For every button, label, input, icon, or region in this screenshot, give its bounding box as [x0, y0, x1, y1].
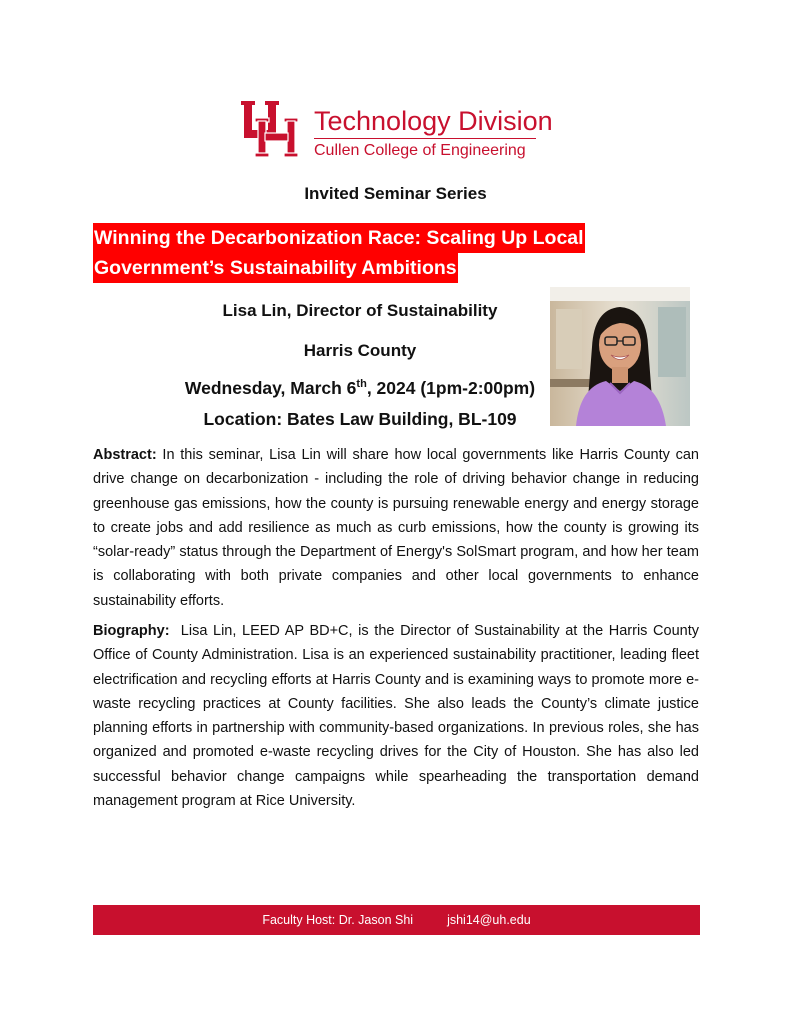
abstract-paragraph	[93, 443, 699, 613]
event-date-suffix: , 2024 (1pm-2:00pm)	[366, 378, 536, 398]
division-name: Technology Division	[314, 106, 553, 136]
uh-logo-mark	[240, 100, 300, 158]
faculty-host: Faculty Host: Dr. Jason Shi	[262, 913, 414, 927]
host-email: jshi14@uh.edu	[447, 913, 531, 927]
biography-label: Biography:	[93, 623, 170, 639]
event-location: Location: Bates Law Building, BL-109	[203, 409, 517, 429]
speaker-photo	[550, 287, 690, 426]
seminar-title	[93, 223, 653, 283]
uh-logo	[240, 100, 553, 160]
biography-text: Lisa Lin, LEED AP BD+C, is the Director of Sustainability at the Harris County Office of County Administration. Lisa is an experienced sustainability practitioner, leading fleet electrification and recycling efforts at Harris County and is examining ways to promote more e-waste recycling practices at County facilities. She also leads the County’s climate justice planning efforts in partnership with community-based organizations. In previous roles, she has organized and promoted e-waste recycling drives for the City of Houston. She has also led successful behavior change campaigns while spearheading the transportation demand management program at Rice University.	[93, 623, 704, 810]
footer-bar	[93, 905, 700, 935]
college-name: Cullen College of Engineering	[314, 142, 526, 159]
seminar-title-line-2: Government’s Sustainability Ambitions	[93, 253, 458, 283]
speaker-organization: Harris County	[303, 341, 417, 360]
abstract-text: In this seminar, Lisa Lin will share how local governments like Harris County can drive change on decarbonization - including the role of driving behavior change in reducing greenhouse gas emissions, how the county is pursuing renewable energy and energy storage to create jobs and add resilience as much as curb emissions, how the county is growing its “solar-ready” status through the Department of Energy's SolSmart program, and how her team is collaborating with both private companies and other local governments to enhance sustainability efforts.	[93, 447, 699, 609]
seminar-title-line-1: Winning the Decarbonization Race: Scaling Up Local	[93, 223, 585, 253]
event-date-prefix: Wednesday, March 6	[184, 378, 357, 398]
logo-divider	[314, 138, 536, 139]
seminar-series-heading: Invited Seminar Series	[304, 184, 487, 203]
biography-paragraph	[93, 619, 704, 813]
speaker-name: Lisa Lin, Director of Sustainability	[222, 301, 498, 320]
abstract-label: Abstract:	[93, 447, 157, 463]
event-date-ordinal: th	[356, 378, 367, 391]
